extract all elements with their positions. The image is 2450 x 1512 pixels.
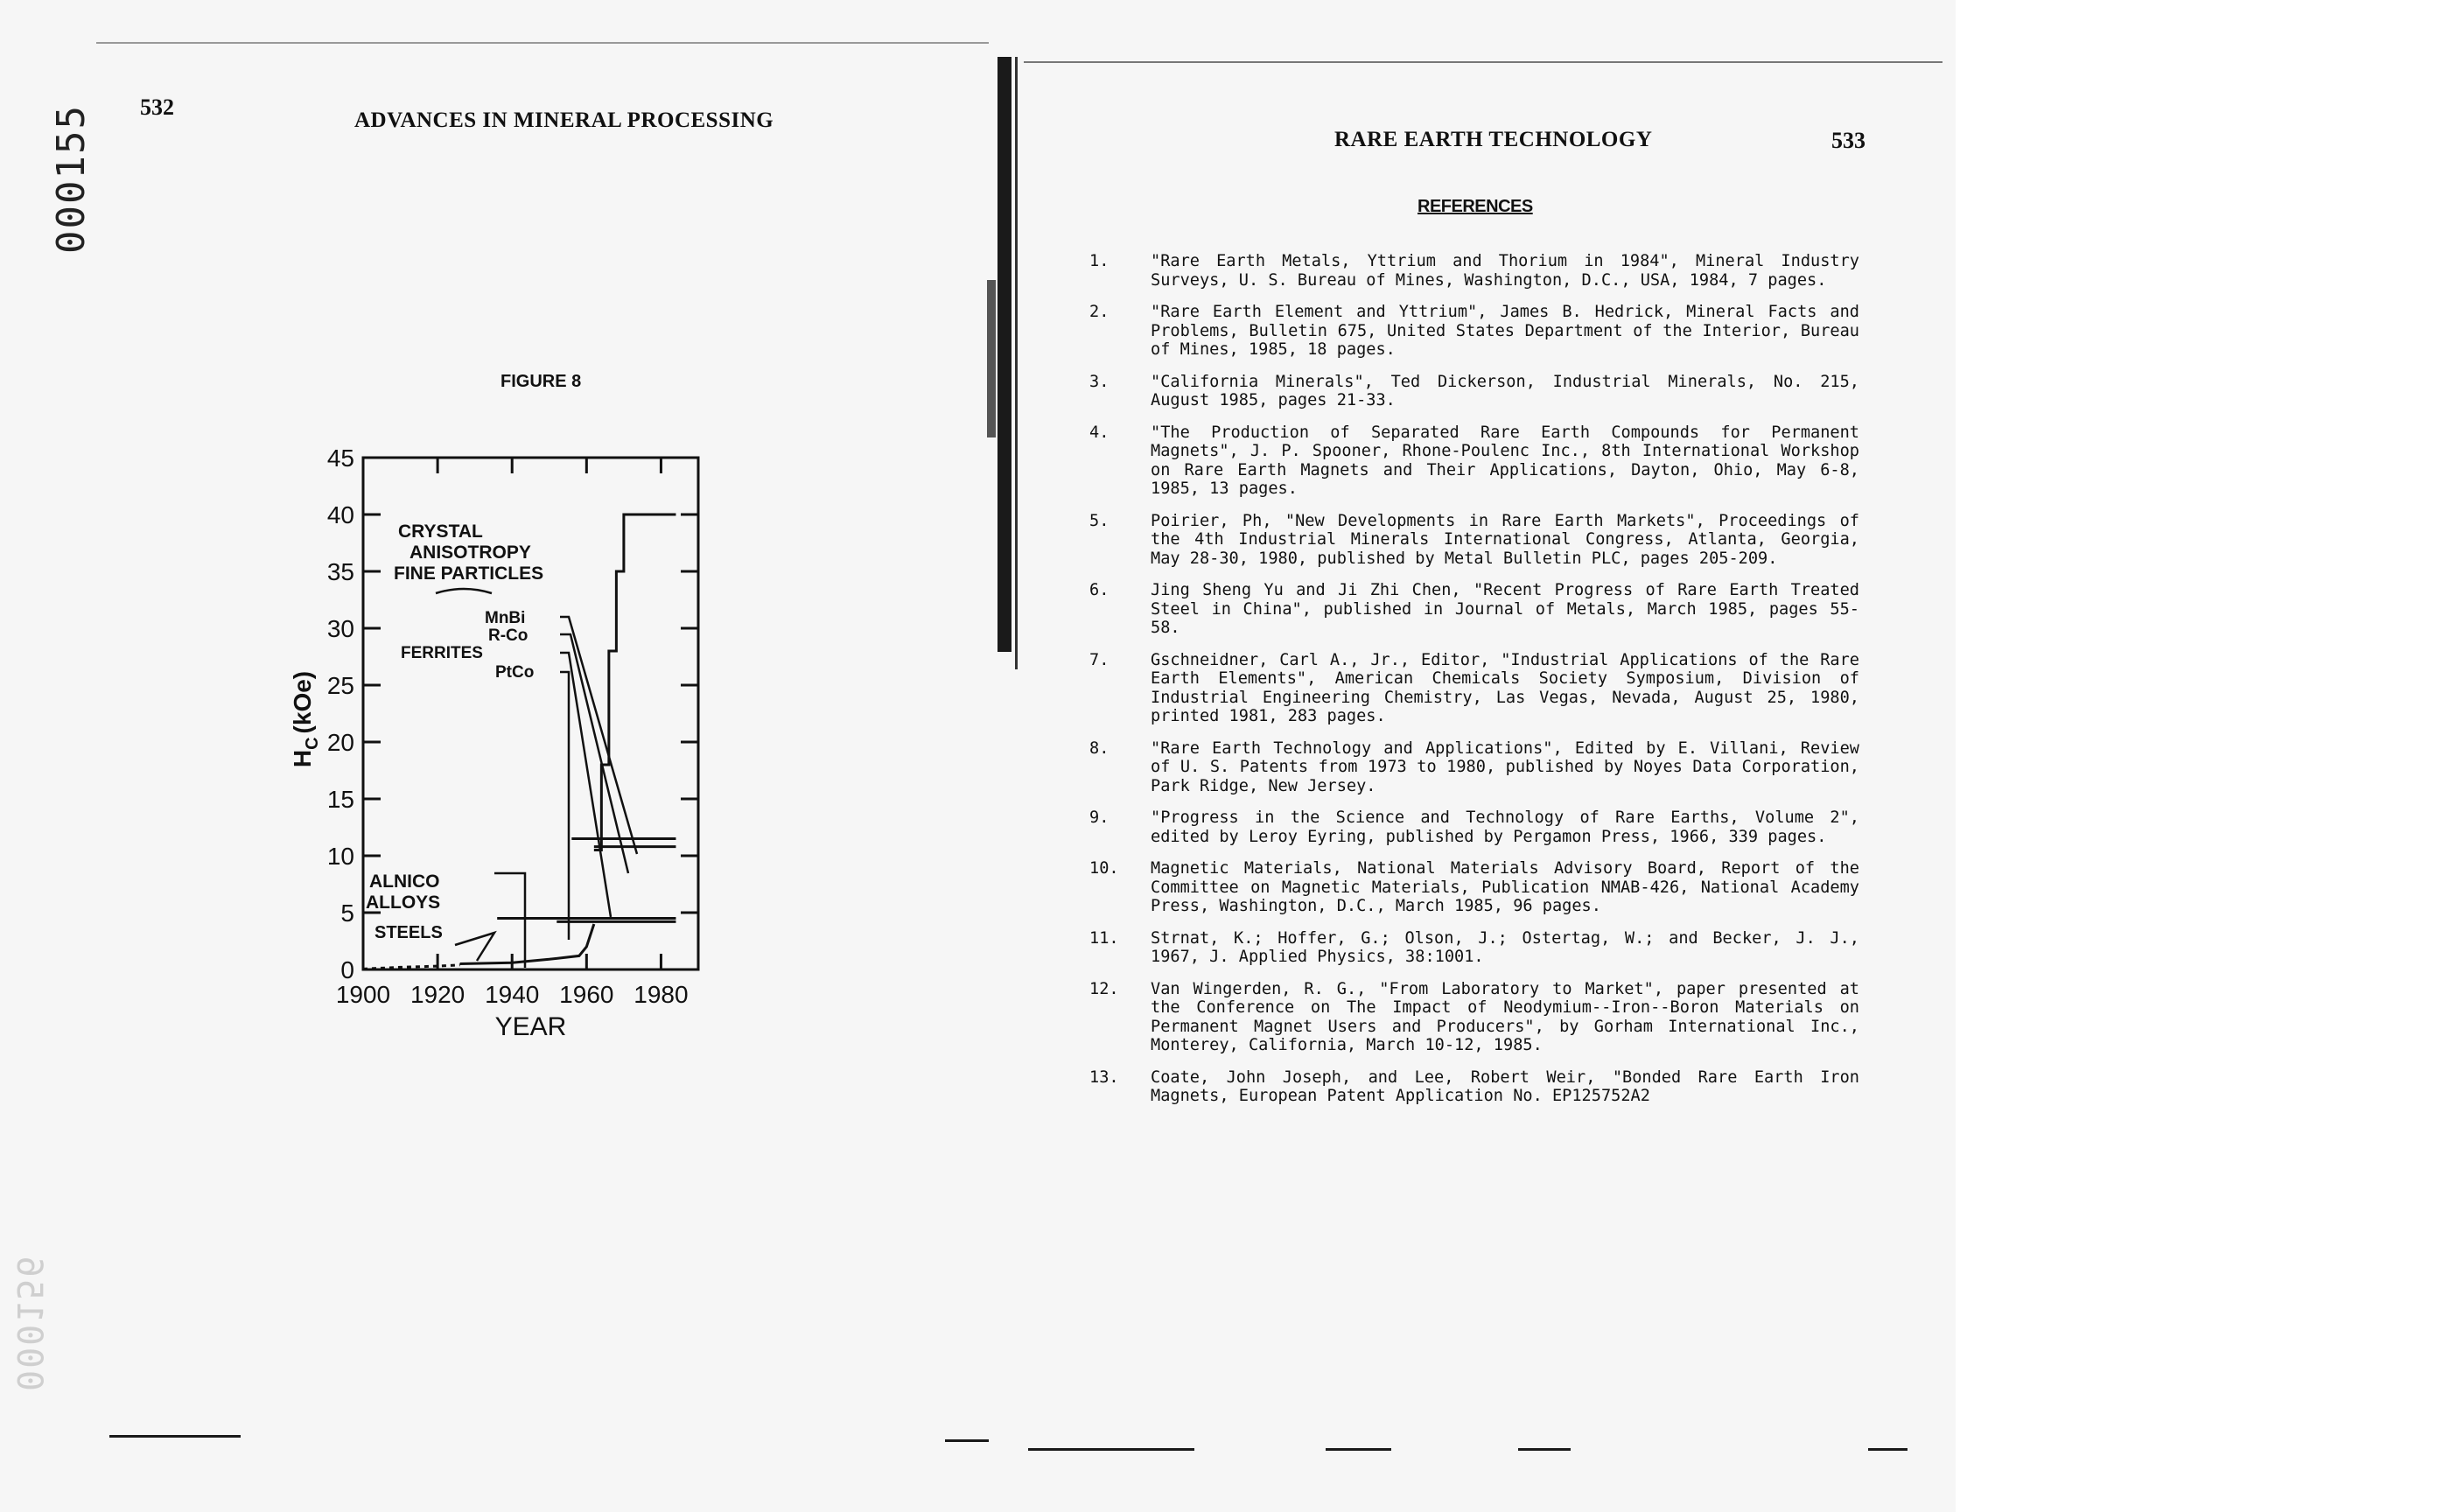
top-rule: [96, 42, 989, 44]
reference-number: 8.: [1089, 738, 1110, 758]
bottom-rule: [1326, 1448, 1391, 1451]
reference-number: 11.: [1089, 928, 1119, 948]
bottom-rule: [1868, 1448, 1908, 1451]
reference-text: "Rare Earth Metals, Yttrium and Thorium in 1984", Mineral Industry Surveys, U. S. Bureau of Mines, Washington, D.C., USA, 1984, 7 pages.: [1151, 252, 1859, 290]
reference-text: Strnat, K.; Hoffer, G.; Olson, J.; Ostertag, W.; and Becker, J. J., 1967, J. Applied Physics, 38:1001.: [1151, 928, 1859, 966]
annotation-label: STEELS: [374, 923, 443, 942]
reference-number: 2.: [1089, 303, 1110, 321]
reference-text: "The Production of Separated Rare Earth Compounds for Permanent Magnets", J. P. Spooner, Rhone-Poulenc Inc., 8th International Workshop on Rare Earth Magnets and Their Applications, Dayton, Ohio, May 6-8, 1985, 13 pages.: [1151, 423, 1859, 498]
x-tick-label: 1980: [634, 981, 689, 1008]
reference-number: 10.: [1089, 859, 1119, 878]
right-page-number: 533: [1831, 128, 1866, 153]
reference-item: [1089, 512, 1859, 569]
side-stamp-bottom: 000156: [9, 1254, 49, 1391]
right-running-head: RARE EARTH TECHNOLOGY: [1334, 128, 1653, 151]
series-r-co: [594, 514, 676, 850]
annotation-label: MnBi: [485, 609, 526, 627]
annotation-brace: [436, 589, 492, 593]
reference-item: [1089, 581, 1859, 638]
reference-number: 12.: [1089, 979, 1119, 998]
y-tick-label: 45: [326, 444, 354, 472]
bottom-rule: [1518, 1448, 1571, 1451]
reference-text: "Rare Earth Element and Yttrium", James B. Hedrick, Mineral Facts and Problems, Bulletin 675, United States Department of the Interior, Bureau of Mines, 1985, 18 pages.: [1151, 303, 1859, 359]
figure-caption: FIGURE 8: [500, 372, 582, 391]
reference-item: [1089, 980, 1859, 1055]
reference-item: [1089, 929, 1859, 967]
reference-item: [1089, 739, 1859, 796]
y-tick-label: 30: [326, 615, 354, 642]
reference-item: [1089, 252, 1859, 290]
mnbi-leader: [560, 617, 637, 854]
reference-number: 3.: [1089, 372, 1110, 391]
book-spine-line: [1015, 57, 1018, 669]
x-tick-label: 1960: [559, 981, 614, 1008]
reference-text: "California Minerals", Ted Dickerson, Industrial Minerals, No. 215, August 1985, pages 21-33.: [1151, 372, 1859, 410]
annotation-label: ANISOTROPY: [410, 542, 531, 563]
book-spine-shadow: [998, 57, 1012, 652]
reference-item: [1089, 859, 1859, 916]
reference-number: 1.: [1089, 252, 1110, 270]
reference-item: [1089, 808, 1859, 846]
bottom-rule: [945, 1439, 989, 1442]
coercivity-chart: [262, 438, 735, 1059]
steels-leader: [455, 933, 494, 961]
reference-number: 9.: [1089, 808, 1110, 827]
annotation-label: CRYSTAL: [398, 522, 483, 542]
left-page-number: 532: [140, 94, 174, 120]
annotation-label: ALLOYS: [366, 892, 441, 913]
top-rule: [1024, 61, 1942, 63]
x-axis-label: YEAR: [494, 1012, 567, 1041]
x-tick-label: 1940: [485, 981, 540, 1008]
reference-item: [1089, 651, 1859, 726]
reference-item: [1089, 373, 1859, 410]
reference-text: Gschneidner, Carl A., Jr., Editor, "Industrial Applications of the Rare Earth Elements", American Chemicals Society Symposium, Division of Industrial Engineering Chemistry, Las Vegas, Nevada, August 25, 1980, printed 1981, 283 pages.: [1151, 650, 1859, 725]
annotation-label: PtCo: [495, 663, 535, 682]
reference-list: [1089, 252, 1859, 1119]
reference-item: [1089, 424, 1859, 499]
ptco-leader: [560, 672, 569, 940]
reference-text: Magnetic Materials, National Materials Advisory Board, Report of the Committee on Magnetic Materials, Publication NMAB-426, National Academy Press, Washington, D.C., March 1985, 96 pages.: [1151, 859, 1859, 915]
y-tick-label: 20: [326, 729, 354, 756]
annotation-label: R-Co: [488, 626, 528, 645]
reference-text: Coate, John Joseph, and Lee, Robert Weir, "Bonded Rare Earth Iron Magnets, European Patent Application No. EP125752A2: [1151, 1068, 1859, 1105]
side-stamp-top: 000155: [49, 104, 94, 254]
reference-text: Jing Sheng Yu and Ji Zhi Chen, "Recent Progress of Rare Earth Treated Steel in China", published in Journal of Metals, March 1985, pages 55-58.: [1151, 581, 1859, 637]
y-tick-label: 15: [326, 786, 354, 813]
y-axis-label: $H_C(kOe)$: [289, 670, 322, 768]
reference-number: 7.: [1089, 650, 1110, 669]
reference-number: 5.: [1089, 511, 1110, 530]
x-tick-label: 1920: [410, 981, 466, 1008]
y-tick-label: 25: [326, 672, 354, 699]
bottom-rule: [1028, 1448, 1194, 1451]
references-heading: REFERENCES: [1418, 197, 1533, 216]
annotation-label: ALNICO: [369, 872, 440, 892]
bottom-rule: [109, 1435, 241, 1438]
reference-item: [1089, 1068, 1859, 1106]
annotation-label: FINE PARTICLES: [394, 564, 544, 584]
reference-number: 4.: [1089, 423, 1110, 442]
annotation-label: FERRITES: [401, 644, 483, 662]
y-tick-label: 0: [340, 956, 354, 984]
reference-number: 13.: [1089, 1068, 1119, 1087]
reference-text: "Progress in the Science and Technology of Rare Earths, Volume 2", edited by Leroy Eyring, published by Pergamon Press, 1966, 339 pages.: [1151, 808, 1859, 846]
reference-number: 6.: [1089, 581, 1110, 599]
alnico-leader: [494, 873, 525, 968]
y-tick-label: 10: [326, 843, 354, 870]
x-tick-label: 1900: [335, 981, 391, 1008]
reference-text: "Rare Earth Technology and Applications", Edited by E. Villani, Review of U. S. Patents from 1973 to 1980, published by Noyes Data Corporation, Park Ridge, New Jersey.: [1151, 738, 1859, 795]
y-tick-label: 5: [340, 900, 354, 927]
left-running-head: ADVANCES IN MINERAL PROCESSING: [354, 108, 774, 132]
reference-text: Van Wingerden, R. G., "From Laboratory to Market", paper presented at the Conference on The Impact of Neodymium--Iron--Boron Materials on Permanent Magnet Users and Producers", by Gorham International Inc., Monterey, California, March 10-12, 1985.: [1151, 979, 1859, 1054]
y-tick-label: 40: [326, 501, 354, 528]
margin-background: [1956, 0, 2450, 1512]
reference-item: [1089, 303, 1859, 360]
reference-text: Poirier, Ph, "New Developments in Rare Earth Markets", Proceedings of the 4th Industrial Minerals International Congress, Atlanta, Georgia, May 28-30, 1980, published by Metal Bulletin PLC, pages 205-209.: [1151, 511, 1859, 568]
spine-noise: [987, 280, 996, 438]
series-alnico-alloys: [460, 924, 594, 964]
y-tick-label: 35: [326, 558, 354, 585]
